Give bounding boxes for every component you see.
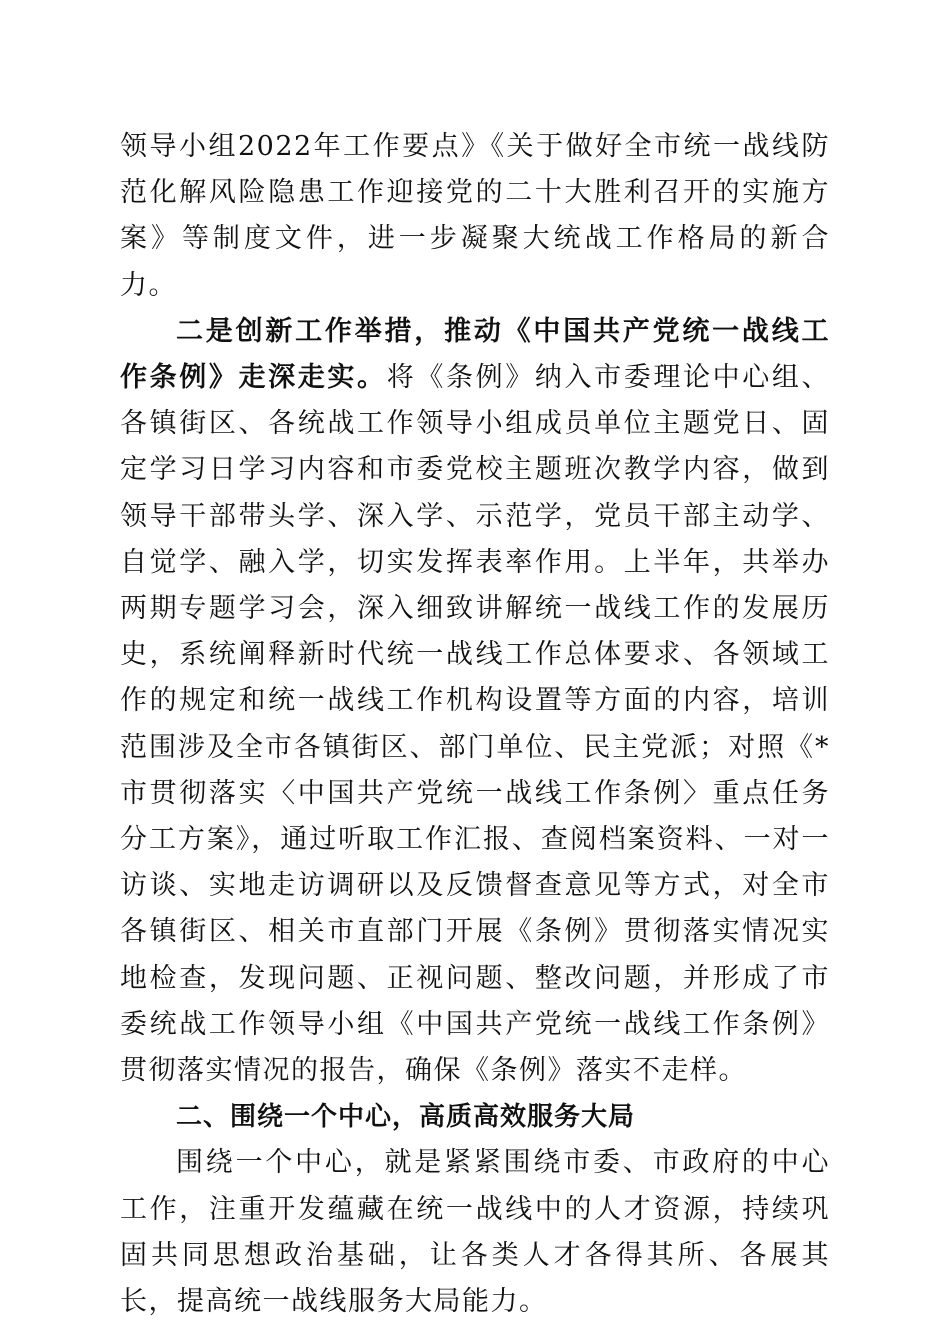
paragraph-innovation: [120, 309, 830, 1094]
paragraph-continuation: 领导小组2022年工作要点》《关于做好全市统一战线防范化解风险隐患工作迎接党的二十大胜利召开的实施方案》等制度文件，进一步凝聚大统战工作格局的新合力。: [120, 131, 830, 301]
paragraph-center-work: 围绕一个中心，就是紧紧围绕市委、市政府的中心工作，注重开发蕴藏在统一战线中的人才资源，持续巩固共同思想政治基础，让各类人才各得其所、各展其长，提高统一战线服务大局能力。: [120, 1147, 830, 1318]
paragraph-lead-sentence: 二是创新工作举措，推动《中国共产党统一战线工作条例》走深走实。: [120, 315, 830, 394]
paragraph-body-text: 将《条例》纳入市委理论中心组、各镇街区、各统战工作领导小组成员单位主题党日、固定学习日学习内容和市委党校主题班次教学内容，做到领导干部带头学、深入学、示范学，党员干部主动学、自觉学、融入学，切实发挥表率作用。上半年，共举办两期专题学习会，深入细致讲解统一战线工作的发展历史，系统阐释新时代统一战线工作总体要求、各领域工作的规定和统一战线工作机构设置等方面的内容，培训范围涉及全市各镇街区、部门单位、民主党派；对照《*市贯彻落实〈中国共产党统一战线工作条例〉重点任务分工方案》，通过听取工作汇报、查阅档案资料、一对一访谈、实地走访调研以及反馈督查意见等方式，对全市各镇街区、相关市直部门开展《条例》贯彻落实情况实地检查，发现问题、正视问题、整改问题，并形成了市委统战工作领导小组《中国共产党统一战线工作条例》贯彻落实情况的报告，确保《条例》落实不走样。: [120, 362, 831, 1087]
section-heading: 二、围绕一个中心，高质高效服务大局: [176, 1102, 636, 1133]
document-body: [120, 124, 830, 1325]
